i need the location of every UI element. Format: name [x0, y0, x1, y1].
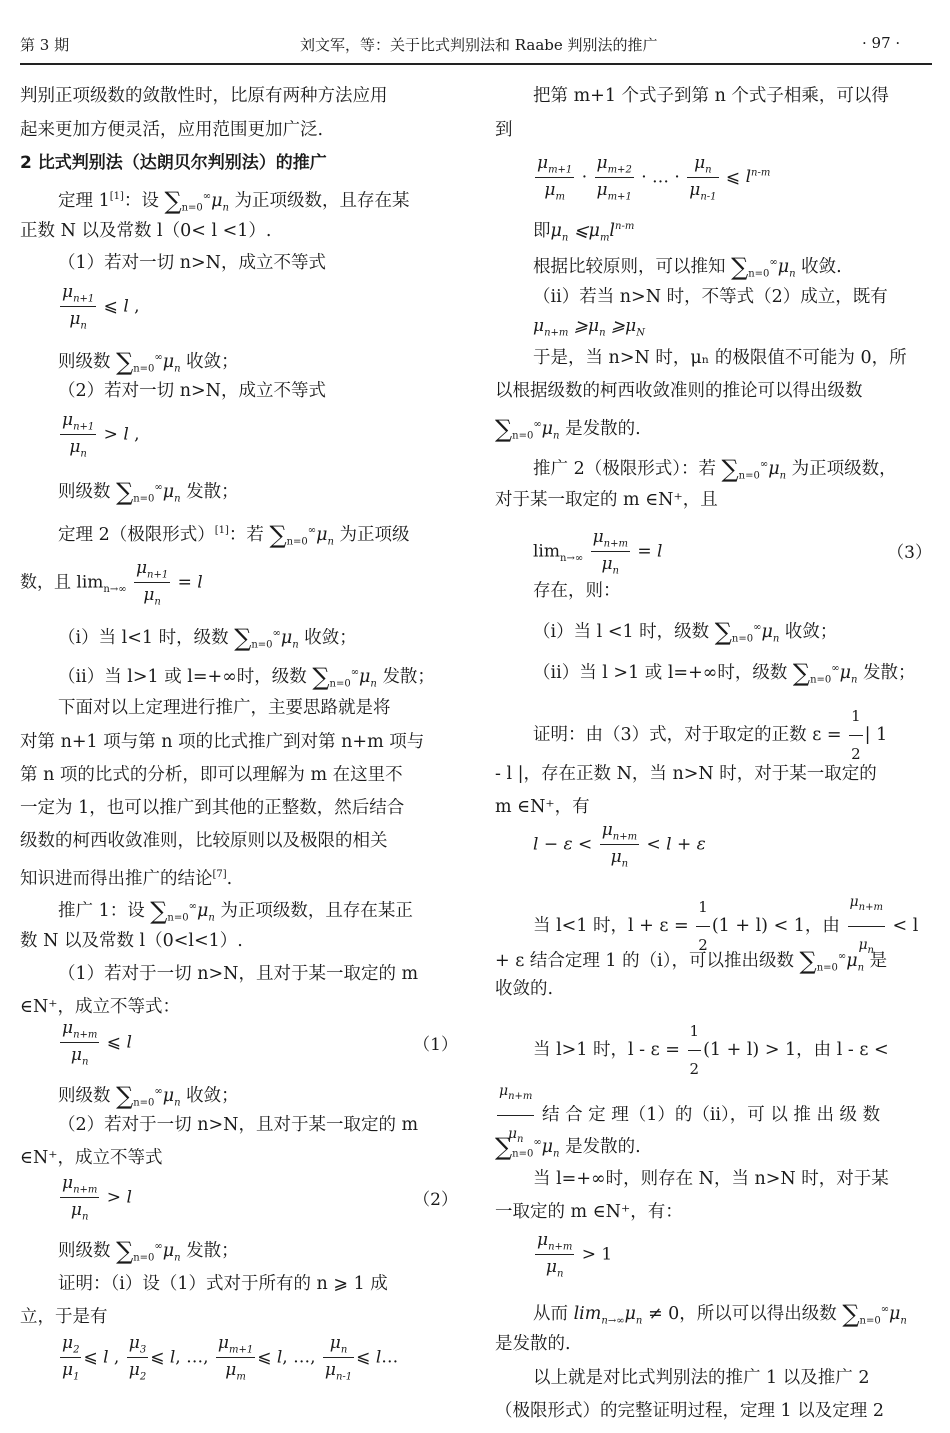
equation-number: （1） — [413, 1035, 458, 1055]
header-rule — [20, 63, 932, 65]
text-line: （2）若对一切 n>N，成立不等式 — [58, 381, 326, 401]
section-heading: 2 比式判别法（达朗贝尔判别法）的推广 — [20, 153, 327, 173]
text-line: ∈N⁺，成立不等式： — [20, 997, 181, 1017]
text-line: 数 N 以及常数 l（0<l<1）. — [20, 931, 243, 951]
text-line: （极限形式）的完整证明过程，定理 1 以及定理 2 — [495, 1401, 884, 1421]
text-line: 存在，则： — [533, 581, 621, 601]
text-line: 收敛的. — [495, 979, 554, 999]
text-line: （i）当 l<1 时，级数 $\sum_{n=0}^\infty\mu_n$ 收敛； — [58, 623, 357, 652]
running-title: 刘文军，等：关于比式判别法和 Raabe 判别法的推广 — [300, 36, 658, 54]
text-line: 证明：（i）设（1）式对于所有的 n ⩾ 1 成 — [58, 1274, 388, 1294]
text-line: 是发散的. — [495, 1334, 571, 1354]
formula-product: $\frac{\mu_{m+1}}{\mu_m}$ · $\frac{\mu_{m+2}}{\mu_{m+1}}$ · … · $\frac{\mu_n}{\mu_{n-1}}$ ⩽ $l^{n-m}$ — [537, 153, 771, 203]
text-line: 当 l=+∞时，则存在 N，当 n>N 时，对于某 — [533, 1169, 889, 1189]
formula-eq2: $\frac{\mu_{n+m}}{\mu_n}$ > l — [62, 1173, 132, 1223]
text-line: （1）若对一切 n>N，成立不等式 — [58, 253, 326, 273]
text-line: ∈N⁺，成立不等式 — [20, 1148, 163, 1168]
text-line: 于是，当 n>N 时，μₙ 的极限值不可能为 0，所 — [533, 348, 907, 368]
text-line: （ii）当 l >1 或 l=+∞时，级数 $\sum_{n=0}^\infty\mu_n$ 发散； — [533, 658, 916, 687]
formula-ineq: $\mu_{n+m}$ $⩾\mu_n$ $⩾\mu_N$ — [533, 316, 645, 339]
text-line: 知识进而得出推广的结论[7]. — [20, 868, 233, 889]
text-line: 当 l<1 时，l + ε = $\frac{1}{2}$ (1 + l) < 1，由 $\frac{\mu_{n+m}}{\mu_n}$ < l — [495, 886, 950, 967]
generalization-1: 推广 1：设 $\sum_{n=0}^\infty\mu_n$ 为正项级数，且存在某正 — [58, 896, 413, 925]
text-line: 从而 $\lim_{n\to\infty}\mu_n \ne 0$，所以可以得出级数 $\sum_{n=0}^\infty\mu_n$ — [533, 1299, 907, 1328]
text-line: 立，于是有 — [20, 1307, 108, 1327]
text-line: 证明：由（3）式，对于取定的正数 ε = $\frac{1}{2}$ | 1 — [495, 700, 950, 771]
text-line: $\sum_{n=0}^\infty\mu_n$ 是发散的. — [495, 414, 641, 443]
page-number: · 97 · — [862, 34, 901, 52]
formula-eq3: $\lim_{n\to\infty}$ $\frac{\mu_{n+m}}{\mu_n}$ = l — [533, 527, 663, 577]
text-line: 一取定的 m ∈N⁺，有： — [495, 1202, 683, 1222]
text-line: 对第 n+1 项与第 n 项的比式推广到对第 n+m 项与 — [20, 732, 425, 752]
text-line: 即$\mu_n$ $⩽\mu_ml^{n-m}$ — [533, 220, 635, 244]
formula-gt1: $\frac{\mu_{n+m}}{\mu_n}$ > 1 — [537, 1230, 613, 1280]
text-line: （i）当 l <1 时，级数 $\sum_{n=0}^\infty\mu_n$ 收敛； — [533, 617, 838, 646]
text-line: 到 — [495, 120, 513, 140]
text-line: 下面对以上定理进行推广，主要思路就是将 — [58, 698, 391, 718]
generalization-2: 推广 2（极限形式）：若 $\sum_{n=0}^\infty\mu_n$ 为正项级数， — [533, 454, 897, 483]
formula-limit: 数，且 $\lim_{n\to\infty}$ $\frac{\mu_{n+1}}{\mu_n}$ = l — [20, 558, 203, 608]
text-line: 把第 m+1 个式子到第 n 个式子相乘，可以得 — [533, 86, 889, 106]
text-line: 级数的柯西收敛准则，比较原则以及极限的相关 — [20, 831, 388, 851]
theorem-2: 定理 2（极限形式）[1]：若 $\sum_{n=0}^\infty\mu_n$ 为正项级 — [58, 520, 410, 549]
text-line: 以上就是对比式判别法的推广 1 以及推广 2 — [533, 1368, 870, 1388]
text-line: 则级数 $\sum_{n=0}^\infty\mu_n$ 发散； — [58, 1236, 239, 1265]
text-line: 则级数 $\sum_{n=0}^\infty\mu_n$ 收敛； — [58, 347, 239, 376]
text-line: 判别正项级数的敛散性时，比原有两种方法应用 — [20, 86, 388, 106]
formula-eq1: $\frac{\mu_{n+m}}{\mu_n}$ ⩽ l — [62, 1018, 132, 1068]
text-line: （ii）若当 n>N 时，不等式（2）成立，既有 — [533, 287, 888, 307]
text-line: m ∈N⁺，有 — [495, 797, 590, 817]
text-line: 对于某一取定的 m ∈N⁺，且 — [495, 490, 718, 510]
equation-number: （2） — [413, 1190, 458, 1210]
text-line: 起来更加方便灵活，应用范围更加广泛. — [20, 120, 324, 140]
issue-number: 第 3 期 — [20, 36, 70, 54]
text-line: 以根据级数的柯西收敛准则的推论可以得出级数 — [495, 381, 863, 401]
text-line: 当 l>1 时，l - ε = $\frac{1}{2}$ (1 + l) > 1，由 l - ε < — [495, 1015, 950, 1086]
formula-ratio-gt: $\frac{\mu_{n+1}}{\mu_n}$ > l , — [62, 410, 140, 460]
text-line: 一定为 1，也可以推广到其他的正整数，然后结合 — [20, 798, 405, 818]
text-line: $\frac{\mu_{n+m}}{\mu_n}$ 结 合 定 理（1）的（ii），可 以 推 出 级 数 — [495, 1075, 933, 1156]
text-line: 第 n 项的比式的分析，即可以理解为 m 在这里不 — [20, 765, 403, 785]
theorem-1: 定理 1[1]：设 $\sum_{n=0}^\infty\mu_n$ 为正项级数，且存在某 — [58, 186, 410, 215]
formula-ratio-le: $\frac{\mu_{n+1}}{\mu_n}$ ⩽ l , — [62, 282, 140, 332]
text-line: 则级数 $\sum_{n=0}^\infty\mu_n$ 收敛； — [58, 1081, 239, 1110]
text-line: 根据比较原则，可以推知 $\sum_{n=0}^\infty\mu_n$ 收敛. — [533, 252, 842, 281]
formula-bounds: l − ε < $\frac{\mu_{n+m}}{\mu_n}$ < l + ε — [533, 820, 706, 870]
text-line: 则级数 $\sum_{n=0}^\infty\mu_n$ 发散； — [58, 477, 239, 506]
text-line: $\sum_{n=0}^\infty\mu_n$ 是发散的. — [495, 1132, 641, 1161]
text-line: 正数 N 以及常数 l（0< l <1）. — [20, 221, 272, 241]
text-line: （2）若对于一切 n>N，且对于某一取定的 m — [58, 1115, 419, 1135]
text-line: - l |，存在正数 N，当 n>N 时，对于某一取定的 — [495, 764, 877, 784]
equation-number: （3） — [887, 543, 932, 563]
text-line: （ii）当 l>1 或 l=+∞时，级数 $\sum_{n=0}^\infty\mu_n$ 发散； — [58, 662, 435, 691]
formula-chain: $\frac{\mu_2}{\mu_1}$ ⩽ l , $\frac{\mu_3}{\mu_2}$ ⩽ l, …, $\frac{\mu_{m+1}}{\mu_m}$ ⩽ l, …, $\frac{\mu_n}{\mu_{n-1}}$ ⩽ l… — [62, 1333, 399, 1383]
text-line: + ε 结合定理 1 的（i），可以推出级数 $\sum_{n=0}^\infty\mu_n$ 是 — [495, 946, 888, 975]
text-line: （1）若对于一切 n>N，且对于某一取定的 m — [58, 964, 419, 984]
